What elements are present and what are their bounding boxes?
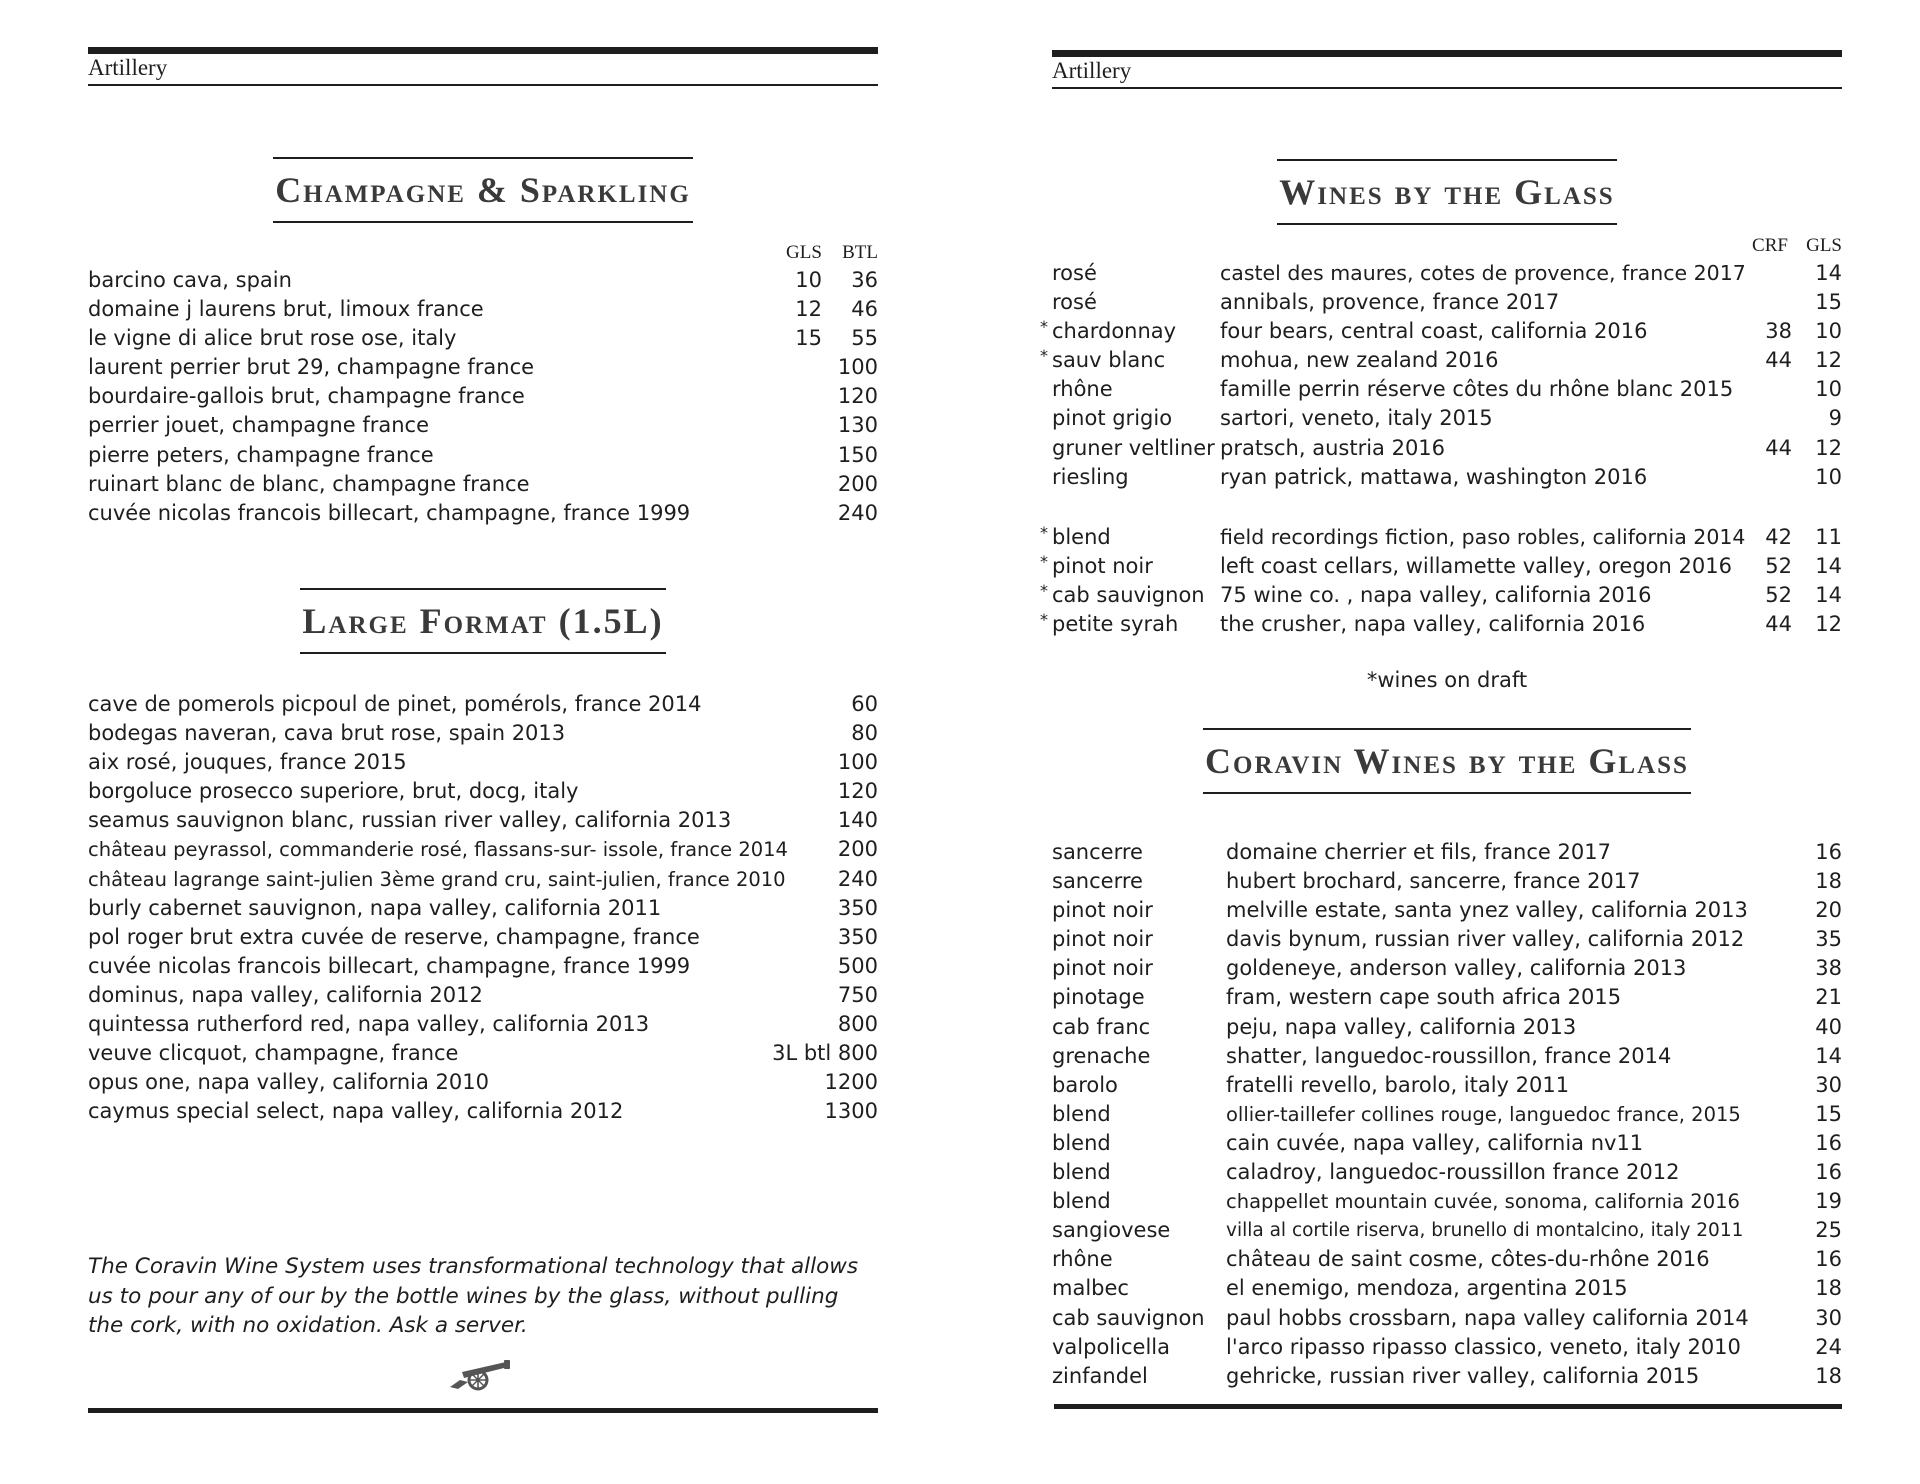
wine-row — [1052, 1129, 1842, 1158]
varietal: cab sauvignon — [1052, 583, 1205, 608]
wine-name: four bears, central coast, california 2016 — [1220, 319, 1648, 344]
header-rule-bottom — [88, 84, 878, 86]
wine-row — [1052, 434, 1842, 463]
wine-row — [1052, 1304, 1842, 1333]
glass-price: 35 — [1815, 927, 1842, 952]
wine-row — [88, 1097, 878, 1126]
bottle-price: 80 — [851, 721, 878, 746]
glass-price: 12 — [1815, 348, 1842, 373]
wine-name: peju, napa valley, california 2013 — [1226, 1014, 1577, 1039]
wine-name: 75 wine co. , napa valley, california 2016 — [1220, 583, 1652, 608]
wine-name: sartori, veneto, italy 2015 — [1220, 406, 1493, 431]
coravin-note: The Coravin Wine System uses transformational technology that allows us to pour any of our by the bottle wines by the glass, without pulling the cork, with no oxidation. Ask a server. — [88, 1254, 859, 1338]
bottle-price: 60 — [851, 692, 878, 716]
wine-name: left coast cellars, willamette valley, oregon 2016 — [1220, 554, 1732, 579]
large-format-title-text: Large Format (1.5L) — [302, 601, 664, 641]
varietal: pinot noir — [1052, 898, 1153, 923]
wine-name: gehricke, russian river valley, california 2015 — [1226, 1363, 1700, 1388]
wine-row — [88, 719, 878, 748]
glass-price: 18 — [1815, 1363, 1842, 1388]
glass-price: 10 — [1815, 377, 1842, 402]
wine-row — [88, 894, 878, 923]
glass-price: 14 — [1815, 261, 1842, 285]
wine-name: bourdaire-gallois brut, champagne france — [88, 384, 525, 409]
wine-name: goldeneye, anderson valley, california 2013 — [1226, 956, 1687, 981]
wine-name: villa al cortile riserva, brunello di montalcino, italy 2011 — [1226, 1220, 1744, 1242]
glass-price: 12 — [795, 297, 822, 322]
draft-marker: * — [1040, 523, 1048, 542]
brand-title: Artillery — [1052, 58, 1132, 83]
wine-row — [88, 777, 878, 806]
glass-price: 24 — [1815, 1334, 1842, 1359]
glass-price: 10 — [795, 268, 822, 292]
draft-marker: * — [1040, 317, 1048, 337]
bottle-price: 200 — [837, 837, 878, 862]
wine-row — [1052, 404, 1842, 433]
glass-price: 15 — [795, 326, 822, 351]
wine-name: famille perrin réserve côtes du rhône blanc 2015 — [1220, 377, 1734, 402]
wine-row — [88, 295, 878, 324]
bottle-price: 120 — [837, 384, 878, 409]
coravin-list — [1052, 838, 1842, 1391]
bottle-price: 240 — [837, 866, 878, 891]
wine-row — [1052, 1042, 1842, 1071]
wine-row — [1040, 346, 1842, 375]
wine-row — [1052, 375, 1842, 404]
glass-price: 16 — [1815, 840, 1842, 864]
varietal: riesling — [1052, 464, 1129, 489]
glass-price: 20 — [1815, 898, 1842, 923]
wine-name: château peyrassol, commanderie rosé, flassans-sur- issole, france 2014 — [88, 838, 788, 862]
wine-row — [88, 748, 878, 777]
bottle-price: 1300 — [824, 1099, 878, 1124]
wine-name: seamus sauvignon blanc, russian river valley, california 2013 — [88, 808, 732, 833]
wine-name: l'arco ripasso ripasso classico, veneto, italy 2010 — [1226, 1334, 1741, 1359]
wine-name: el enemigo, mendoza, argentina 2015 — [1226, 1276, 1628, 1301]
wine-row — [1052, 925, 1842, 954]
wine-row — [1052, 1216, 1842, 1245]
glass-price: 11 — [1815, 525, 1842, 549]
glass-price: 19 — [1815, 1189, 1842, 1214]
wine-row — [88, 806, 878, 835]
varietal: pinot noir — [1052, 956, 1153, 981]
wine-row — [88, 1068, 878, 1097]
wine-name: paul hobbs crossbarn, napa valley california 2014 — [1226, 1305, 1749, 1330]
bottom-rule — [88, 1408, 878, 1413]
varietal: pinot noir — [1052, 554, 1153, 579]
carafe-price: 42 — [1765, 525, 1792, 549]
varietal: pinotage — [1052, 985, 1145, 1010]
glass-price: 21 — [1815, 985, 1842, 1010]
varietal: grenache — [1052, 1043, 1151, 1068]
bottle-price: 100 — [837, 355, 878, 380]
wine-name: aix rosé, jouques, france 2015 — [88, 750, 407, 775]
glass-price: 10 — [1815, 464, 1842, 489]
glass-price: 14 — [1815, 554, 1842, 579]
bottle-price: 350 — [837, 895, 878, 920]
brand-title: Artillery — [88, 55, 168, 80]
glass-price: 10 — [1815, 319, 1842, 344]
wine-row — [1052, 1100, 1842, 1129]
wine-name: bodegas naveran, cava brut rose, spain 2013 — [88, 721, 566, 746]
carafe-price: 44 — [1765, 435, 1792, 460]
header-rule-top — [88, 47, 878, 54]
wine-name: laurent perrier brut 29, champagne france — [88, 355, 535, 380]
glass-price: 12 — [1815, 612, 1842, 637]
glass-section-title — [1052, 159, 1842, 225]
wine-row — [1040, 523, 1842, 552]
wine-row — [1052, 463, 1842, 492]
wine-name: opus one, napa valley, california 2010 — [88, 1070, 489, 1095]
wine-name: domaine j laurens brut, limoux france — [88, 297, 484, 322]
wine-row — [1040, 552, 1842, 581]
wine-name: shatter, languedoc-roussillon, france 2014 — [1226, 1043, 1672, 1068]
varietal: cab franc — [1052, 1014, 1151, 1039]
wine-row — [1040, 610, 1842, 639]
bottle-price: 350 — [837, 924, 878, 949]
wine-name: ollier-taillefer collines rouge, languedoc france, 2015 — [1226, 1102, 1741, 1126]
varietal: blend — [1052, 525, 1111, 549]
wine-name: the crusher, napa valley, california 2016 — [1220, 612, 1646, 637]
bottle-price: 500 — [837, 953, 878, 978]
wine-row — [88, 952, 878, 981]
wine-name: borgoluce prosecco superiore, brut, docg, italy — [88, 779, 579, 804]
wine-row — [88, 981, 878, 1010]
wine-row — [1052, 259, 1842, 288]
varietal: sangiovese — [1052, 1218, 1171, 1243]
glass-price: 18 — [1815, 1276, 1842, 1301]
large-format-section-title — [88, 588, 878, 654]
varietal: sancerre — [1052, 840, 1143, 864]
glass-price: 9 — [1828, 406, 1842, 431]
bottle-price: 140 — [837, 808, 878, 833]
varietal: blend — [1052, 1130, 1111, 1155]
glass-price: 16 — [1815, 1130, 1842, 1155]
draft-marker: * — [1040, 610, 1048, 630]
bottle-price: 55 — [851, 326, 878, 351]
coravin-section-title — [1052, 728, 1842, 794]
wine-row — [88, 1010, 878, 1039]
varietal: blend — [1052, 1160, 1111, 1185]
varietal: rhône — [1052, 377, 1113, 402]
wine-name: cuvée nicolas francois billecart, champagne, france 1999 — [88, 500, 691, 525]
wine-name: le vigne di alice brut rose ose, italy — [88, 326, 457, 351]
wine-row — [1052, 1187, 1842, 1216]
draft-marker: * — [1040, 346, 1048, 366]
wine-row — [1052, 1071, 1842, 1100]
draft-marker: * — [1040, 552, 1048, 572]
left-page — [88, 0, 878, 1484]
wine-name: melville estate, santa ynez valley, california 2013 — [1226, 898, 1748, 923]
carafe-price: 44 — [1765, 612, 1792, 637]
champagne-section-title — [88, 157, 878, 223]
carafe-price: 44 — [1765, 348, 1792, 373]
wine-name: pol roger brut extra cuvée de reserve, champagne, france — [88, 924, 700, 949]
wine-row — [1052, 1274, 1842, 1303]
varietal: sauv blanc — [1052, 348, 1166, 373]
bottle-price: 200 — [837, 471, 878, 496]
header-rule-bottom — [1052, 87, 1842, 89]
wine-row — [88, 499, 878, 528]
wine-name: ryan patrick, mattawa, washington 2016 — [1220, 464, 1648, 489]
wine-row — [1052, 1158, 1842, 1187]
glass-list-group-1 — [1040, 259, 1842, 492]
wine-name: perrier jouet, champagne france — [88, 413, 429, 438]
wine-name: cuvée nicolas francois billecart, champagne, france 1999 — [88, 953, 691, 978]
wine-row — [88, 923, 878, 952]
wine-row — [1040, 581, 1842, 610]
varietal: blend — [1052, 1189, 1111, 1214]
wine-row — [88, 266, 878, 295]
wine-name: fratelli revello, barolo, italy 2011 — [1226, 1072, 1570, 1097]
varietal: valpolicella — [1052, 1334, 1170, 1359]
wine-row — [88, 865, 878, 894]
bottle-price: 36 — [851, 268, 878, 292]
wine-row — [1052, 1013, 1842, 1042]
wine-row — [1040, 317, 1842, 346]
cannon-icon — [448, 1358, 514, 1392]
wine-name: barcino cava, spain — [88, 268, 292, 292]
varietal: rosé — [1052, 290, 1097, 315]
wine-row — [1052, 1333, 1842, 1362]
bottle-price: 3L btl 800 — [772, 1041, 878, 1066]
wine-name: quintessa rutherford red, napa valley, california 2013 — [88, 1012, 650, 1037]
wine-name: caladroy, languedoc-roussillon france 2012 — [1226, 1160, 1680, 1185]
glass-price: 16 — [1815, 1247, 1842, 1272]
wine-name: caymus special select, napa valley, california 2012 — [88, 1099, 624, 1124]
wine-row — [88, 353, 878, 382]
wine-row — [88, 1039, 878, 1068]
wine-name: dominus, napa valley, california 2012 — [88, 982, 483, 1007]
glass-price: 25 — [1815, 1218, 1842, 1243]
wine-row — [88, 690, 878, 719]
wine-row — [1052, 1245, 1842, 1274]
champagne-list — [88, 266, 878, 528]
bottle-price: 130 — [837, 413, 878, 438]
wine-row — [1052, 1362, 1842, 1391]
wine-name: field recordings fiction, paso robles, california 2014 — [1220, 525, 1746, 549]
glass-price: 18 — [1815, 869, 1842, 894]
wine-name: annibals, provence, france 2017 — [1220, 290, 1560, 315]
varietal: chardonnay — [1052, 319, 1177, 344]
btl-column-header: BTL — [842, 242, 878, 263]
wine-row — [1052, 983, 1842, 1012]
bottom-rule — [1054, 1404, 1842, 1409]
glass-price: 30 — [1815, 1305, 1842, 1330]
varietal: gruner veltliner — [1052, 435, 1215, 460]
wine-name: pratsch, austria 2016 — [1220, 435, 1446, 460]
varietal: cab sauvignon — [1052, 1305, 1205, 1330]
wine-name: mohua, new zealand 2016 — [1220, 348, 1499, 373]
wine-name: château lagrange saint-julien 3ème grand cru, saint-julien, france 2010 — [88, 867, 786, 891]
draft-marker: * — [1040, 581, 1048, 601]
glass-price: 15 — [1815, 290, 1842, 315]
glass-price: 14 — [1815, 1043, 1842, 1068]
carafe-price: 38 — [1765, 319, 1792, 344]
glass-price: 30 — [1815, 1072, 1842, 1097]
wine-name: chappellet mountain cuvée, sonoma, california 2016 — [1226, 1190, 1740, 1214]
varietal: pinot noir — [1052, 927, 1153, 952]
varietal: malbec — [1052, 1276, 1129, 1301]
bottle-price: 100 — [837, 750, 878, 775]
header-rule-top — [1052, 50, 1842, 57]
glass-price: 38 — [1815, 956, 1842, 981]
wine-name: fram, western cape south africa 2015 — [1226, 985, 1622, 1010]
wine-name: domaine cherrier et fils, france 2017 — [1226, 840, 1611, 864]
gls-column-header: GLS — [786, 242, 822, 263]
varietal: rosé — [1052, 261, 1097, 285]
wine-row — [88, 382, 878, 411]
glass-price: 14 — [1815, 583, 1842, 608]
glass-price: 12 — [1815, 435, 1842, 460]
glass-price: 40 — [1815, 1014, 1842, 1039]
wine-name: cain cuvée, napa valley, california nv11 — [1226, 1130, 1644, 1155]
wine-row — [1052, 954, 1842, 983]
varietal: blend — [1052, 1101, 1111, 1126]
wine-row — [88, 324, 878, 353]
champagne-title-text: Champagne & Sparkling — [275, 170, 691, 210]
varietal: barolo — [1052, 1072, 1118, 1097]
bottle-price: 120 — [837, 779, 878, 804]
wine-name: pierre peters, champagne france — [88, 442, 434, 467]
right-page — [1040, 0, 1842, 1484]
bottle-price: 750 — [837, 982, 878, 1007]
bottle-price: 240 — [837, 500, 878, 525]
gls-column-header: GLS — [1806, 235, 1842, 256]
varietal: petite syrah — [1052, 612, 1179, 637]
wine-row — [88, 835, 878, 864]
varietal: pinot grigio — [1052, 406, 1173, 431]
wine-row — [1052, 838, 1842, 867]
glass-price: 16 — [1815, 1160, 1842, 1185]
wine-row — [88, 470, 878, 499]
wine-name: cave de pomerols picpoul de pinet, pomérols, france 2014 — [88, 692, 702, 716]
bottle-price: 150 — [837, 442, 878, 467]
coravin-title-text: Coravin Wines by the Glass — [1205, 741, 1689, 781]
wine-name: castel des maures, cotes de provence, france 2017 — [1220, 261, 1746, 285]
wine-name: veuve clicquot, champagne, france — [88, 1041, 459, 1066]
glass-title-text: Wines by the Glass — [1279, 172, 1615, 212]
crf-column-header: CRF — [1752, 235, 1788, 256]
varietal: zinfandel — [1052, 1363, 1148, 1388]
wine-name: ruinart blanc de blanc, champagne france — [88, 471, 530, 496]
bottle-price: 46 — [851, 297, 878, 322]
wine-row — [1052, 896, 1842, 925]
draft-footnote: *wines on draft — [1366, 668, 1528, 692]
wine-row — [88, 441, 878, 470]
glass-list-group-2 — [1040, 523, 1842, 639]
wine-row — [88, 411, 878, 440]
wine-name: burly cabernet sauvignon, napa valley, california 2011 — [88, 895, 662, 920]
wine-row — [1052, 288, 1842, 317]
wine-row — [1052, 867, 1842, 896]
carafe-price: 52 — [1765, 583, 1792, 608]
wine-name: davis bynum, russian river valley, california 2012 — [1226, 927, 1745, 952]
carafe-price: 52 — [1765, 554, 1792, 579]
wine-name: hubert brochard, sancerre, france 2017 — [1226, 869, 1641, 894]
bottle-price: 1200 — [824, 1070, 878, 1095]
wine-name: château de saint cosme, côtes-du-rhône 2016 — [1226, 1247, 1710, 1272]
bottle-price: 800 — [837, 1012, 878, 1037]
varietal: rhône — [1052, 1247, 1113, 1272]
large-format-list — [88, 690, 878, 1126]
glass-price: 15 — [1815, 1101, 1842, 1126]
varietal: sancerre — [1052, 869, 1143, 894]
